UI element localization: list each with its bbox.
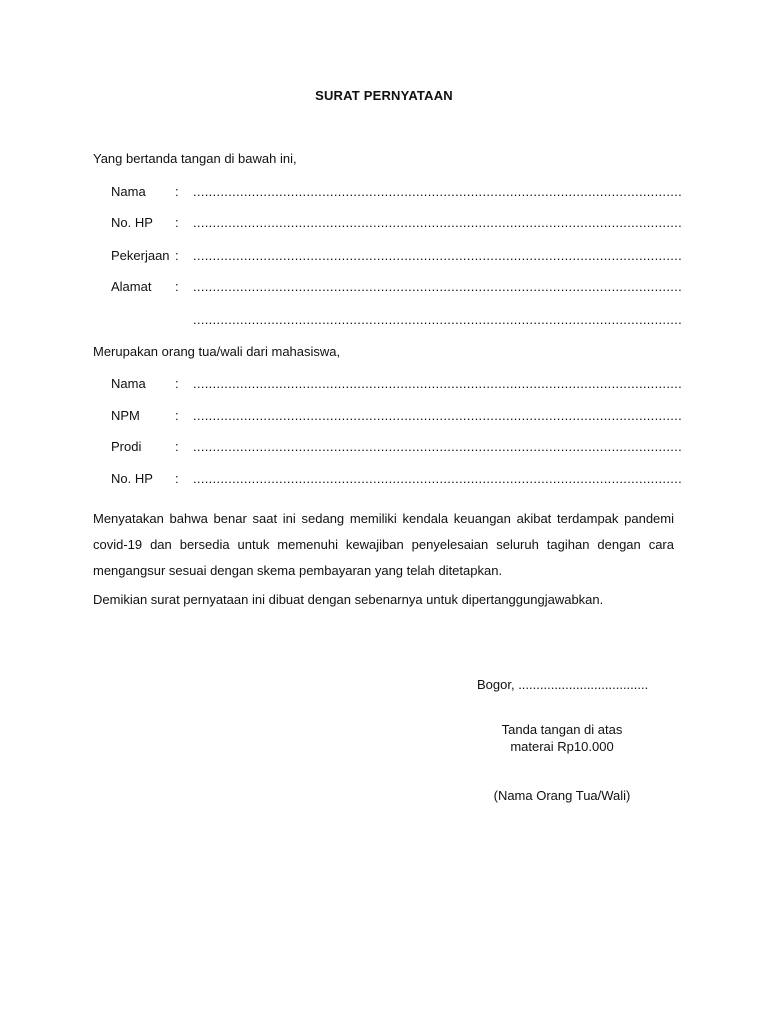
statement-paragraph: Menyatakan bahwa benar saat ini sedang memiliki kendala keuangan akibat terdampak pandemi covid-19 dan bersedia untuk memenuhi kewajiban penyelesaian seluruh tagihan dengan cara mengangsur sesuai dengan skema pembayaran yang telah ditetapkan. [93, 511, 674, 578]
field-label: Nama [111, 376, 146, 391]
student-field-phone [111, 471, 682, 487]
field-colon: : [175, 439, 179, 454]
field-label: NPM [111, 408, 140, 423]
field-colon: : [175, 376, 179, 391]
field-label: No. HP [111, 471, 153, 486]
signer-field-name [111, 184, 682, 200]
field-colon: : [175, 471, 179, 486]
student-field-npm [111, 408, 682, 424]
field-blank-line: ............................................................................................................................. [193, 279, 682, 294]
field-label: Prodi [111, 439, 142, 454]
signer-name-placeholder: (Nama Orang Tua/Wali) [493, 788, 631, 803]
student-field-name [111, 376, 682, 392]
field-blank-line: ............................................................................................................................. [193, 248, 682, 263]
field-label: Pekerjaan [111, 248, 170, 263]
student-intro: Merupakan orang tua/wali dari mahasiswa, [93, 344, 341, 359]
signature-note [462, 721, 662, 755]
signer-field-occupation [111, 248, 682, 264]
field-label: Nama [111, 184, 146, 199]
field-colon: : [175, 184, 179, 199]
field-label: No. HP [111, 215, 153, 230]
field-colon: : [175, 408, 179, 423]
field-blank-line: ............................................................................................................................. [193, 439, 682, 454]
field-blank-line: ............................................................................................................................. [193, 376, 682, 391]
closing-sentence: Demikian surat pernyataan ini dibuat dengan sebenarnya untuk dipertanggungjawabkan. [93, 592, 604, 607]
field-blank-line: ............................................................................................................................. [193, 312, 682, 327]
signature-note-line1: Tanda tangan di atas [501, 722, 623, 737]
signer-field-address [111, 279, 682, 295]
field-blank-line: ............................................................................................................................. [193, 215, 682, 230]
signer-field-phone [111, 215, 682, 231]
field-colon: : [175, 215, 179, 230]
field-label: Alamat [111, 279, 152, 294]
field-colon: : [175, 279, 179, 294]
letter-title: SURAT PERNYATAAN [315, 88, 453, 103]
field-blank-line: ............................................................................................................................. [193, 184, 682, 199]
student-field-program [111, 439, 682, 455]
field-blank-line: ............................................................................................................................. [193, 408, 682, 423]
field-colon: : [175, 248, 179, 263]
signer-intro: Yang bertanda tangan di bawah ini, [93, 151, 297, 166]
place-date-line: Bogor, .................................... [477, 677, 649, 692]
signer-field-address-cont [111, 312, 682, 328]
signature-note-line2: materai Rp10.000 [510, 739, 614, 754]
field-blank-line: ............................................................................................................................. [193, 471, 682, 486]
